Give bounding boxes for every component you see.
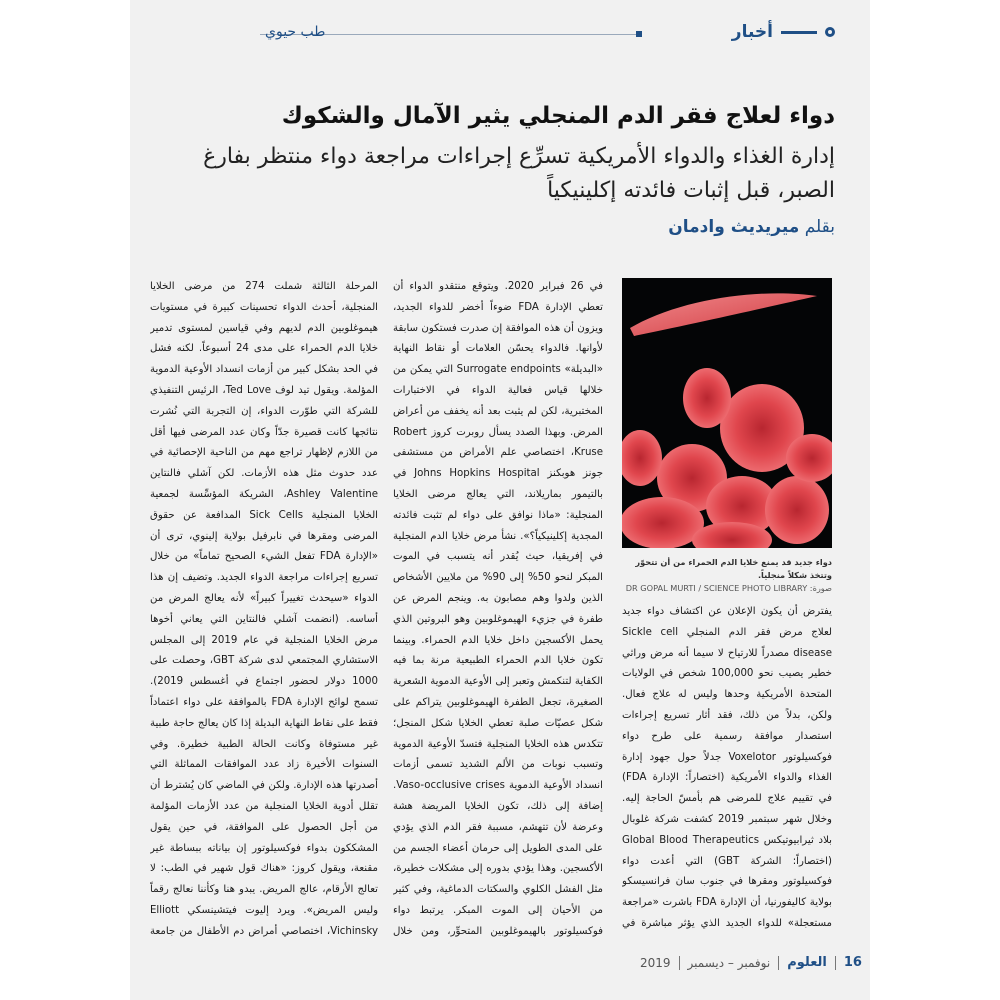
page-number: 16 (843, 955, 862, 970)
photo-caption (622, 556, 832, 595)
page-footer (640, 955, 862, 970)
rule-tick (636, 31, 642, 37)
category-label: طب حيوي (265, 24, 326, 40)
magazine-page (130, 0, 870, 1000)
footer-divider (778, 956, 779, 970)
footer-divider (679, 956, 680, 970)
article-column-right (622, 602, 832, 937)
footer-divider (835, 956, 836, 970)
column-middle-text: في 26 فبراير 2020. ويتوقع منتقدو الدواء أن تعطي الإدارة FDA ضوءاً أخضر للدواء الجديد، ويزون أن هذه الموافقة إن صدرت فستكون سابقة لأوانها. فالدواء يحسّن العلامات أو نقاط النهاية «البديلة» Surrogate endpoints التي يمكن من خلالها قياس فعالية الدواء في الاختبارات المختبرية، لكن لم يثبت بعد أنه يخفف من أعراض المرض. وبهذا الصدد يسأل روبرت كروز Robert Kruse، اختصاصي علم الأمراض من مستشفى جونز هوبكنز Johns Hopkins Hospital في بالتيمور بماريلاند، التي يعالج مرضى الخلايا المنجلية: «ماذا نوافق على دواء لم تثبت فائدته المجدية إكلينيكياً؟». نشأ مرض خلايا الدم المنجلية في إفريقيا، حيث يُقدر أنه يتسبب في الموت المبكر لنحو 50% إلى 90% من ملايين الأشخاص الذين ولدوا وهم مصابون به. وينجم المرض عن طفرة في جزيء الهيموغلوبين وهو البروتين الذي يحمل الأكسجين داخل خلايا الدم الحمراء. وبينما تكون خلايا الدم الحمراء الطبيعية مرنة بما فيه الكفاية لتنكمش وتعبر إلى الأوعية الدموية الشعرية الصغيرة، تجعل الطفرة الهيموغلوبين يتراكم على شكل عصيّات صلبة تعطي الخلايا شكل المنجل؛ تتكدس هذه الخلايا المنجلية فتسدّ الأوعية الدموية وتسبب نوبات من الألم الشديد تسمى أزمات انسداد الأوعية الدموية Vaso-occlusive crises. إضافة إلى ذلك، تكون الخلايا المريضة هشة وعرضة لأن تتهشم، مسببة فقر الدم الذي يؤدي على المدى الطويل إلى حرمان أعضاء الجسم من الأكسجين. وهذا يؤدي بدوره إلى مشكلات خطيرة، مثل الفشل الكلوي والسكتات الدماغية، وفي كثير من الأحيان إلى الموت المبكر. يرتبط دواء فوكسيلوتور بالهيموغلوبين المتحوِّر، ومن خلال (393, 281, 603, 937)
footer-year: 2019 (640, 955, 671, 970)
byline-author: ميريديث وادمان (668, 217, 800, 237)
column-left-text: المرحلة الثالثة شملت 274 من مرضى الخلايا المنجلية، أحدث الدواء تحسينات كبيرة في مستويات هيموغلوبين الدم لديهم وفي قياسين لمستوى تدمير خلايا الدم الحمراء على مدى 24 أسبوعاً. لكنه فشل في الحد بشكل كبير من أزمات انسداد الأوعية الدموية المؤلمة. ويقول تيد لوف Ted Love، الرئيس التنفيذي للشركة التي طوّرت الدواء، إن التجربة التي نُشرت نتائجها كانت قصيرة جدّاً وكان عدد المرضى فيها أقل من اللازم لإظهار تراجع مهم من الناحية الإحصائية في عدد حدوث مثل هذه الأزمات. لكن آشلي فالنتاين Ashley Valentine، الشريكة المؤسِّسة لجمعية الخلايا المنجلية Sick Cells المدافعة عن حقوق المرضى ومقرها في نابرفيل بولاية إلينوي، ترى أن «الإدارة FDA تفعل الشيء الصحيح تماماً» من خلال تسريع إجراءات مراجعة الدواء الجديد. وتضيف إن هذا الدواء «سيحدث تغييراً كبيراً» لأنه يعالج المرض من أساسه. (انضمت آشلي فالنتاين التي يعاني أخوها مرض الخلايا المنجلية في عام 2019 إلى المجلس الاستشاري المجتمعي لدى شركة GBT، وحصلت على 1000 دولار لحضور اجتماع في أغسطس 2019). تسمح لوائح الإدارة FDA بالموافقة على دواء اعتماداً فقط على نقاط النهاية البديلة إذا كان يعالج حاجة طبية غير مستوفاة وكانت الحالة الطبية خطيرة. وفي السنوات الأخيرة زاد عدد الموافقات المماثلة التي أصدرتها هذه الإدارة. ولكن في الماضي كان يُشترط أن تقلل أدوية الخلايا المنجلية من عدد الأزمات المؤلمة من أجل الحصول على الموافقة، في حين يقول المشككون بدواء فوكسيلوتور إن بياناته ببساطة غير مقنعة، ويقول كروز: «هناك قول شهير في الطب: لا تعالج الأرقام، عالج المريض. يبدو هنا وكأننا نعالج رقماً وليس المريض». ويرد إليوت فيتشينسكي Elliott Vichinsky، اختصاصي أمراض دم الأطفال من جامعة (150, 281, 378, 937)
section-line (781, 31, 817, 34)
caption-credit: صورة: DR GOPAL MURTI / SCIENCE PHOTO LIBRARY (625, 583, 832, 593)
column-right-text: يفترض أن يكون الإعلان عن اكتشاف دواء جديد لعلاج مرض فقر الدم المنجلي Sickle cell disease مصدراً للارتياح لا سيما أنه مرض وراثي خطير يصيب نحو 100,000 شخص في الولايات المتحدة الأمريكية وحدها وليس له علاج فعال. ولكن، بدلاً من ذلك، فقد أثار تسريع إجراءات استصدار موافقة رسمية على طرح دواء فوكسيلوتور Voxelotor جدلاً حول جهود إدارة الغذاء والدواء الأمريكية (اختصاراً: الإدارة FDA) في تقييم علاج للمرضى هم بأمسّ الحاجة إليه. وخلال شهر سبتمبر 2019 كشفت شركة غلوبال بلاد ثيرابيوتيكس Global Blood Therapeutics (اختصاراً: الشركة GBT) التي أعدت دواء فوكسيلوتور ومقرها في جنوب سان فرانسيسكو بولاية كاليفورنيا، أن الإدارة FDA باشرت «مراجعة مستعجلة» للدواء الجديد الذي يؤثر مباشرة في (622, 606, 832, 929)
article-column-middle (393, 277, 603, 937)
section-label: أخبار (731, 22, 773, 42)
section-tag (732, 22, 835, 42)
sickle-cell-photo (622, 278, 832, 548)
article-column-left (150, 277, 378, 937)
caption-text: دواء جديد قد يمنع خلايا الدم الحمراء من أن تتحوّر وتتخذ شكلاً منجلياً. (635, 557, 832, 580)
article-subhead: إدارة الغذاء والدواء الأمريكية تسرِّع إجراءات مراجعة دواء منتظر بفارغ الصبر، قبل إثبات فائدته إكلينيكياً (203, 144, 835, 203)
byline-prefix: بقلم (804, 217, 835, 237)
section-dot-icon (825, 27, 835, 37)
footer-brand: العلوم (787, 955, 827, 970)
footer-issue: نوفمبر – ديسمبر (687, 955, 771, 970)
article-headline: دواء لعلاج فقر الدم المنجلي يثير الآمال والشكوك (281, 103, 835, 129)
red-blood-cells-image (622, 278, 832, 548)
article-byline (668, 217, 835, 237)
